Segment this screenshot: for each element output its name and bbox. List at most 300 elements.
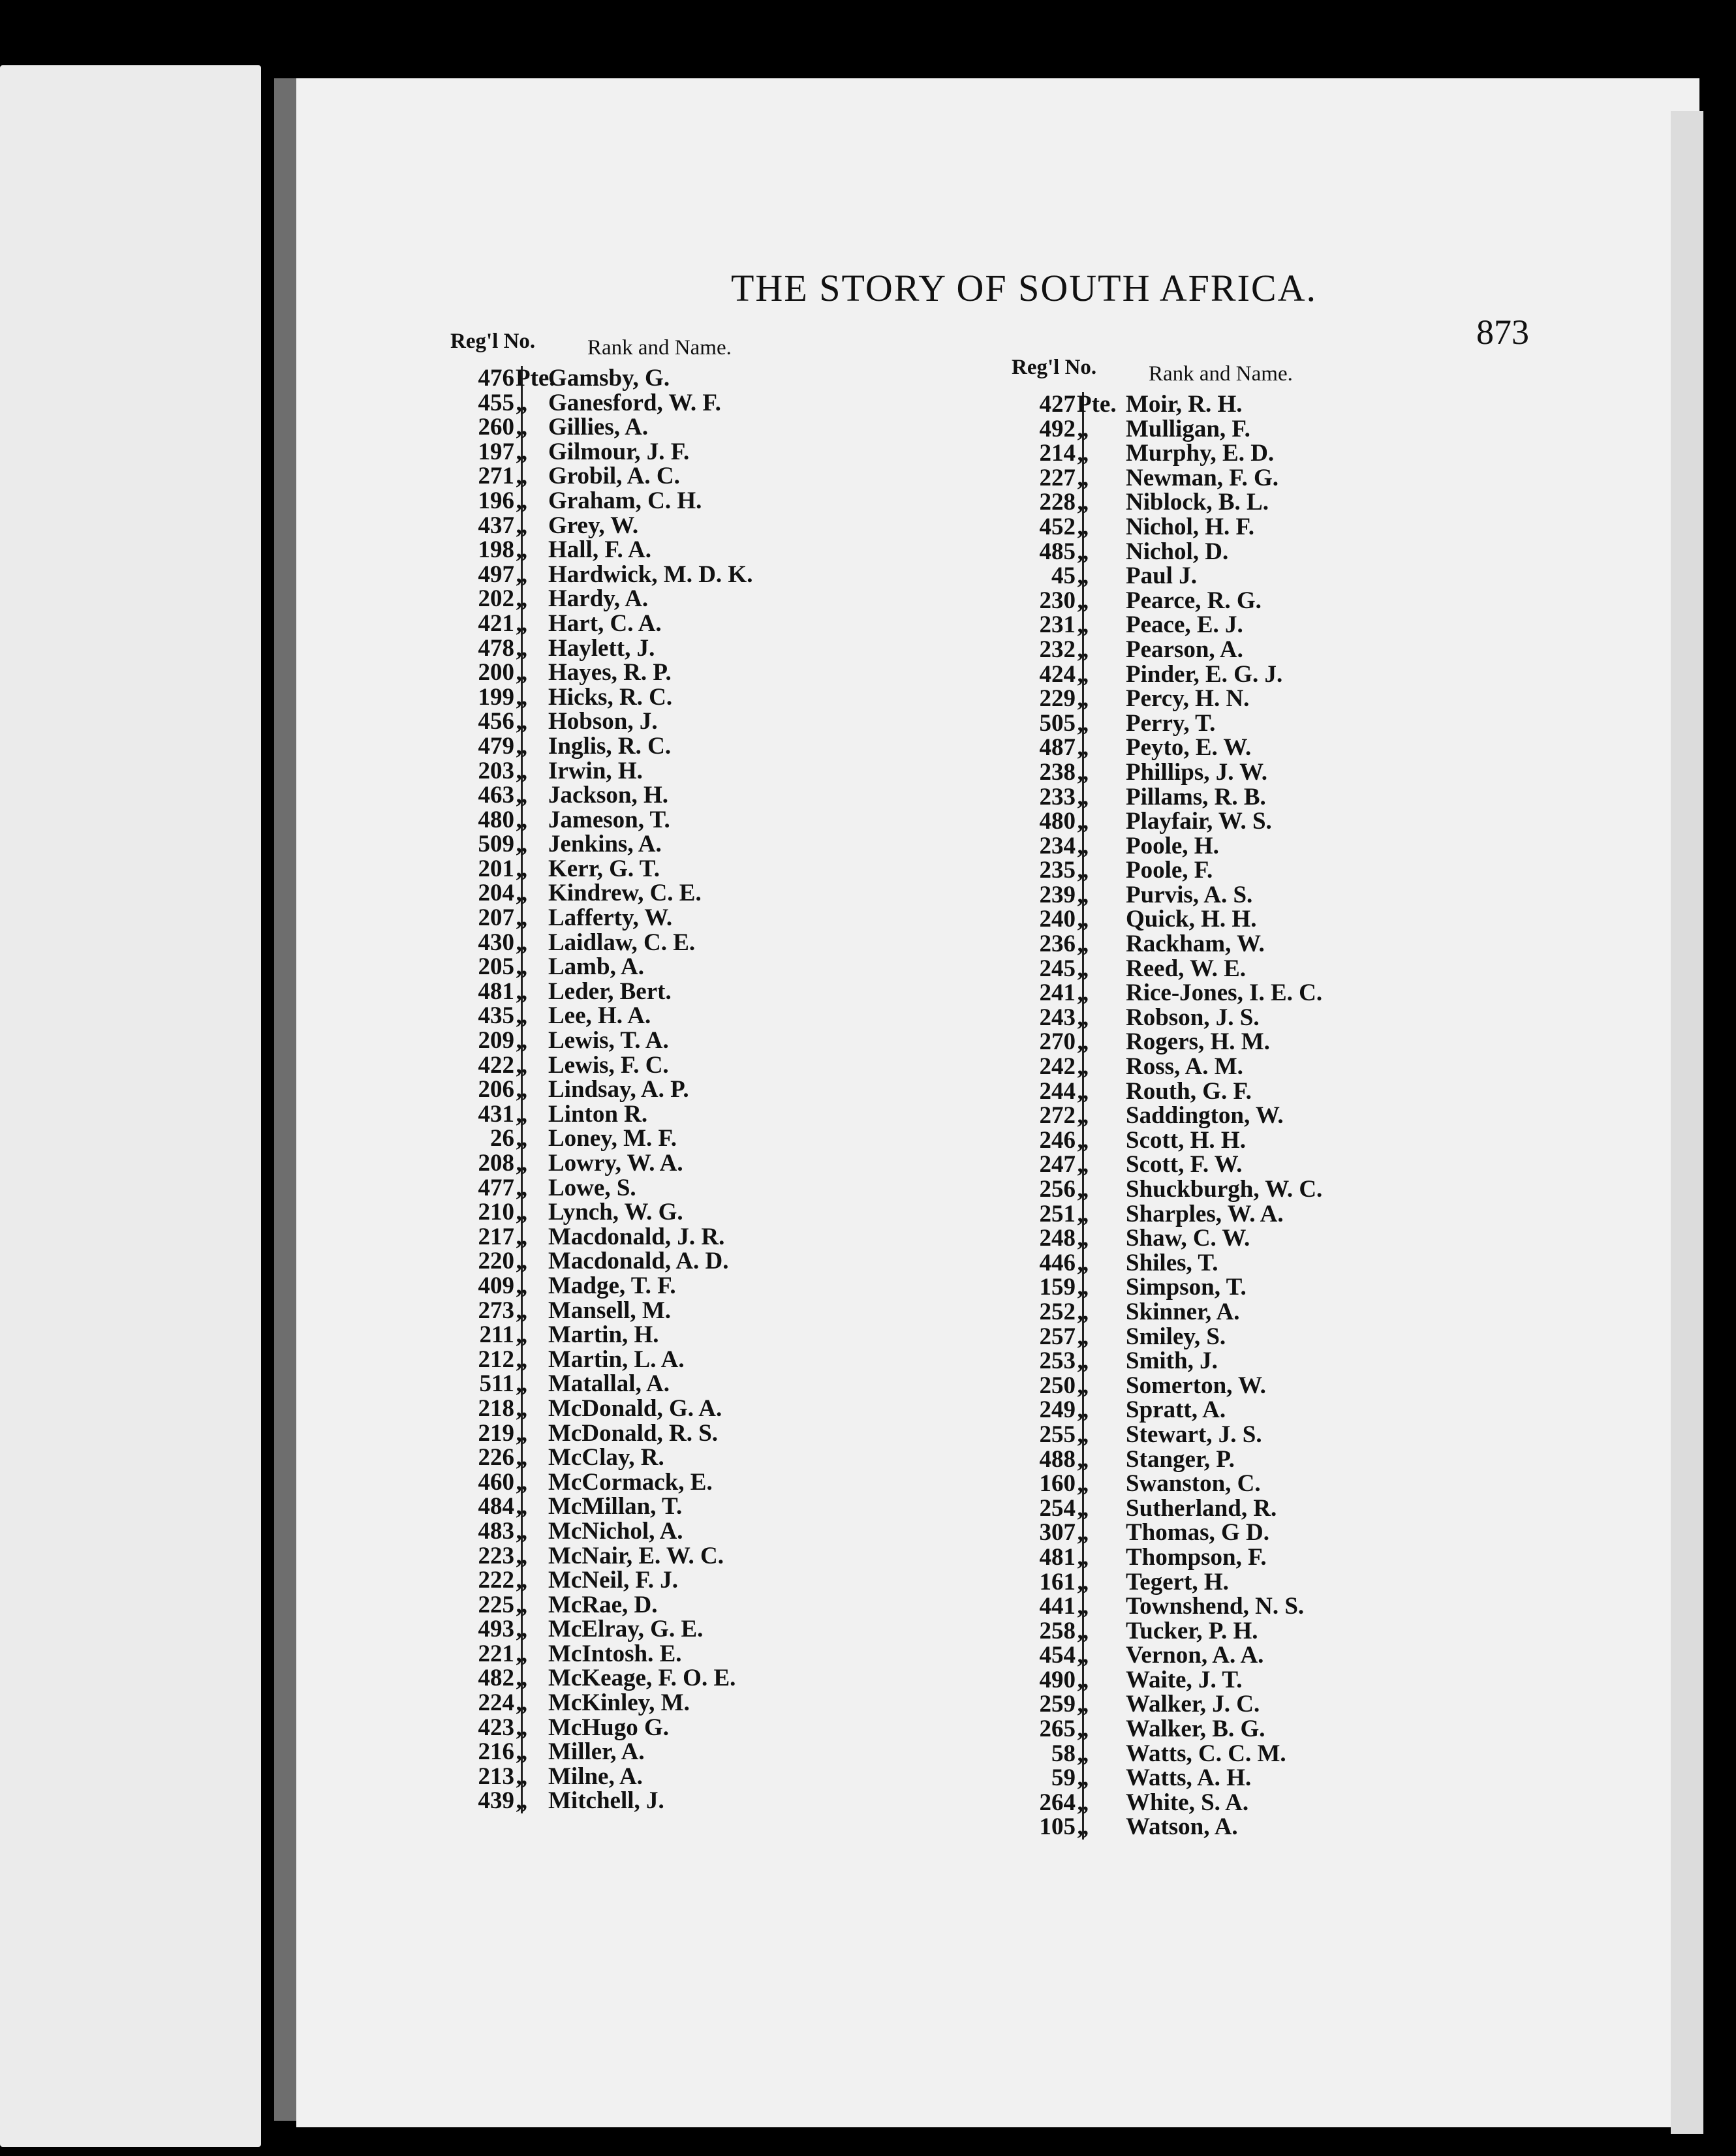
rank: „ <box>516 536 528 564</box>
rank: „ <box>516 1419 528 1447</box>
rank: „ <box>516 1616 528 1643</box>
regimental-number: 201 <box>478 855 514 882</box>
rank: „ <box>516 831 528 858</box>
regimental-number: 197 <box>478 438 514 465</box>
rank: „ <box>516 1542 528 1569</box>
soldier-name: Poole, F. <box>1126 857 1213 884</box>
soldier-name: Tucker, P. H. <box>1126 1617 1258 1644</box>
regimental-number: 232 <box>1039 636 1076 663</box>
rank: „ <box>516 438 528 465</box>
soldier-name: McNair, E. W. C. <box>548 1542 724 1569</box>
rank: „ <box>516 1100 528 1128</box>
rank: „ <box>1077 1225 1089 1252</box>
regimental-number: 230 <box>1039 587 1076 614</box>
soldier-name: Hicks, R. C. <box>548 683 673 711</box>
regimental-number: 460 <box>478 1468 514 1496</box>
soldier-name: Stanger, P. <box>1126 1445 1235 1473</box>
soldier-name: Shuckburgh, W. C. <box>1126 1176 1323 1203</box>
regimental-number: 497 <box>478 561 514 588</box>
soldier-name: McDonald, R. S. <box>548 1419 719 1447</box>
regimental-number: 463 <box>478 782 514 809</box>
regimental-number: 446 <box>1039 1249 1076 1276</box>
regimental-number: 421 <box>478 609 514 637</box>
rank: „ <box>1077 1200 1089 1227</box>
regimental-number: 273 <box>478 1297 514 1324</box>
soldier-name: Watts, C. C. M. <box>1126 1740 1286 1767</box>
rank: „ <box>516 659 528 686</box>
soldier-name: Simpson, T. <box>1126 1274 1247 1301</box>
header-regl-no: Reg'l No. <box>1012 356 1097 379</box>
soldier-name: Watts, A. H. <box>1126 1764 1252 1792</box>
page-number: 873 <box>1476 313 1529 352</box>
rank: „ <box>516 1394 528 1422</box>
regimental-number: 481 <box>1039 1543 1076 1571</box>
soldier-name: Lamb, A. <box>548 953 645 981</box>
rank: „ <box>1077 660 1089 688</box>
regimental-number: 422 <box>478 1051 514 1079</box>
page-edge <box>1671 111 1703 2134</box>
regimental-number: 247 <box>1039 1151 1076 1178</box>
rank: „ <box>1077 1249 1089 1276</box>
regimental-number: 238 <box>1039 758 1076 786</box>
rank: „ <box>516 1665 528 1692</box>
regimental-number: 207 <box>478 904 514 932</box>
regimental-number: 264 <box>1039 1789 1076 1816</box>
rank: „ <box>516 1125 528 1152</box>
regimental-number: 235 <box>1039 857 1076 884</box>
rank: „ <box>516 757 528 784</box>
soldier-name: Graham, C. H. <box>548 487 702 514</box>
regimental-number: 257 <box>1039 1323 1076 1350</box>
regimental-number: 480 <box>1039 808 1076 835</box>
regimental-number: 437 <box>478 512 514 539</box>
soldier-name: Reed, W. E. <box>1126 955 1247 982</box>
soldier-name: Kerr, G. T. <box>548 855 660 882</box>
regimental-number: 211 <box>479 1321 514 1349</box>
rank: „ <box>1077 1077 1089 1105</box>
regimental-number: 161 <box>1039 1568 1076 1595</box>
regimental-number: 483 <box>478 1517 514 1545</box>
rank: „ <box>516 953 528 981</box>
soldier-name: Grey, W. <box>548 512 639 539</box>
rank: „ <box>1077 1421 1089 1448</box>
rank: „ <box>1077 1372 1089 1399</box>
regimental-number: 427 <box>1039 391 1076 418</box>
regimental-number: 272 <box>1039 1102 1076 1130</box>
regimental-number: 441 <box>1039 1593 1076 1620</box>
soldier-name: Mansell, M. <box>548 1297 672 1324</box>
rank: „ <box>1077 734 1089 762</box>
rank: „ <box>1077 1028 1089 1056</box>
soldier-name: Moir, R. H. <box>1126 391 1243 418</box>
soldier-name: Jameson, T. <box>548 806 670 833</box>
regimental-number: 234 <box>1039 832 1076 859</box>
soldier-name: Mulligan, F. <box>1126 415 1250 442</box>
rank: „ <box>516 732 528 760</box>
rank: „ <box>516 880 528 907</box>
soldier-name: McNeil, F. J. <box>548 1567 679 1594</box>
regimental-number: 487 <box>1039 734 1076 762</box>
soldier-name: Peyto, E. W. <box>1126 734 1252 762</box>
rank: „ <box>1077 1813 1089 1841</box>
rank: „ <box>1077 1470 1089 1498</box>
regimental-number: 409 <box>478 1272 514 1299</box>
rank: „ <box>516 1689 528 1717</box>
soldier-name: Hall, F. A. <box>548 536 651 564</box>
regimental-number: 246 <box>1039 1126 1076 1154</box>
rank: „ <box>516 683 528 711</box>
rank: „ <box>516 389 528 416</box>
rank: „ <box>516 1444 528 1471</box>
soldier-name: Sharples, W. A. <box>1126 1200 1284 1227</box>
soldier-name: Milne, A. <box>548 1763 643 1790</box>
regimental-number: 485 <box>1039 538 1076 565</box>
soldier-name: Grobil, A. C. <box>548 463 680 490</box>
running-head: THE STORY OF SOUTH AFRICA. <box>731 267 1317 309</box>
soldier-name: Shiles, T. <box>1126 1249 1218 1276</box>
regimental-number: 253 <box>1039 1348 1076 1375</box>
rank: „ <box>516 978 528 1005</box>
rank: „ <box>516 1567 528 1594</box>
soldier-name: Vernon, A. A. <box>1126 1642 1264 1669</box>
regimental-number: 492 <box>1039 415 1076 442</box>
regimental-number: 505 <box>1039 709 1076 737</box>
regimental-number: 223 <box>478 1542 514 1569</box>
regimental-number: 202 <box>478 585 514 613</box>
regimental-number: 478 <box>478 634 514 662</box>
soldier-name: Linton R. <box>548 1100 648 1128</box>
regimental-number: 243 <box>1039 1004 1076 1031</box>
rank: „ <box>516 708 528 735</box>
regimental-number: 454 <box>1039 1642 1076 1669</box>
soldier-name: Thomas, G D. <box>1126 1519 1269 1547</box>
soldier-name: Pinder, E. G. J. <box>1126 660 1283 688</box>
regimental-number: 481 <box>478 978 514 1005</box>
rank: „ <box>1077 1053 1089 1081</box>
soldier-name: Martin, H. <box>548 1321 659 1349</box>
rank: „ <box>1077 955 1089 982</box>
regimental-number: 452 <box>1039 513 1076 540</box>
rank: „ <box>516 561 528 588</box>
rank: „ <box>1077 1151 1089 1178</box>
rank: „ <box>516 1174 528 1201</box>
header-regl-no: Reg'l No. <box>450 330 536 353</box>
soldier-name: Ross, A. M. <box>1126 1053 1243 1081</box>
rank: „ <box>1077 783 1089 810</box>
soldier-name: Tegert, H. <box>1126 1568 1229 1595</box>
soldier-name: Nichol, H. F. <box>1126 513 1255 540</box>
regimental-number: 198 <box>478 536 514 564</box>
rank: „ <box>1077 832 1089 859</box>
regimental-number: 435 <box>478 1002 514 1030</box>
soldier-name: White, S. A. <box>1126 1789 1249 1816</box>
soldier-name: Percy, H. N. <box>1126 685 1250 713</box>
regimental-number: 210 <box>478 1199 514 1226</box>
soldier-name: Pillams, R. B. <box>1126 783 1266 810</box>
regimental-number: 250 <box>1039 1372 1076 1399</box>
regimental-number: 431 <box>478 1100 514 1128</box>
rank: „ <box>1077 1396 1089 1424</box>
soldier-name: Gilmour, J. F. <box>548 438 690 465</box>
soldier-name: Rackham, W. <box>1126 931 1265 958</box>
soldier-name: McClay, R. <box>548 1444 664 1471</box>
book-spine <box>274 78 298 2121</box>
rank: „ <box>516 1272 528 1299</box>
soldier-name: Lindsay, A. P. <box>548 1076 689 1103</box>
soldier-name: Hardwick, M. D. K. <box>548 561 753 588</box>
rank: „ <box>516 1346 528 1373</box>
regimental-number: 206 <box>478 1076 514 1103</box>
soldier-name: Spratt, A. <box>1126 1396 1226 1424</box>
soldier-name: Lowry, W. A. <box>548 1150 683 1177</box>
rank: „ <box>516 855 528 882</box>
soldier-name: Leder, Bert. <box>548 978 672 1005</box>
soldier-name: Lewis, T. A. <box>548 1027 669 1055</box>
soldier-name: McRae, D. <box>548 1591 658 1618</box>
soldier-name: Murphy, E. D. <box>1126 440 1275 467</box>
rank: „ <box>1077 1176 1089 1203</box>
soldier-name: Macdonald, J. R. <box>548 1223 725 1250</box>
rank: „ <box>1077 906 1089 933</box>
soldier-name: Hart, C. A. <box>548 609 662 637</box>
rank: „ <box>1077 1348 1089 1375</box>
soldier-name: Mitchell, J. <box>548 1787 664 1815</box>
rank: „ <box>516 1027 528 1055</box>
rank: „ <box>1077 636 1089 663</box>
soldier-name: Smith, J. <box>1126 1348 1218 1375</box>
rank: „ <box>516 904 528 932</box>
regimental-number: 490 <box>1039 1666 1076 1693</box>
rank: „ <box>516 1493 528 1520</box>
regimental-number: 488 <box>1039 1445 1076 1473</box>
regimental-number: 105 <box>1039 1813 1076 1841</box>
rank: „ <box>1077 1691 1089 1718</box>
regimental-number: 204 <box>478 880 514 907</box>
soldier-name: McIntosh. E. <box>548 1640 682 1667</box>
soldier-name: Irwin, H. <box>548 757 643 784</box>
rank: „ <box>1077 881 1089 908</box>
regimental-number: 479 <box>478 732 514 760</box>
regimental-number: 208 <box>478 1150 514 1177</box>
rank: „ <box>1077 931 1089 958</box>
regimental-number: 224 <box>478 1689 514 1717</box>
soldier-name: Macdonald, A. D. <box>548 1248 729 1275</box>
rank: „ <box>516 1297 528 1324</box>
soldier-name: Martin, L. A. <box>548 1346 685 1373</box>
regimental-number: 271 <box>478 463 514 490</box>
soldier-name: Quick, H. H. <box>1126 906 1257 933</box>
soldier-name: McKinley, M. <box>548 1689 690 1717</box>
rank: „ <box>1077 685 1089 713</box>
regimental-number: 244 <box>1039 1077 1076 1105</box>
regimental-number: 430 <box>478 929 514 956</box>
soldier-name: Gamsby, G. <box>548 365 670 392</box>
soldier-name: Peace, E. J. <box>1126 611 1243 639</box>
header-rank-name: Rank and Name. <box>1149 362 1293 386</box>
soldier-name: McHugo G. <box>548 1714 669 1741</box>
rank: „ <box>1077 808 1089 835</box>
rank: „ <box>516 1640 528 1667</box>
regimental-number: 270 <box>1039 1028 1076 1056</box>
header-rank-name: Rank and Name. <box>587 336 732 360</box>
soldier-name: Lewis, F. C. <box>548 1051 669 1079</box>
soldier-name: Kindrew, C. E. <box>548 880 702 907</box>
regimental-number: 233 <box>1039 783 1076 810</box>
regimental-number: 205 <box>478 953 514 981</box>
rank: „ <box>1077 1298 1089 1325</box>
rank: „ <box>516 414 528 441</box>
soldier-name: Rice-Jones, I. E. C. <box>1126 979 1323 1007</box>
rank: „ <box>516 609 528 637</box>
regimental-number: 218 <box>478 1394 514 1422</box>
regimental-number: 236 <box>1039 931 1076 958</box>
rank: „ <box>1077 464 1089 491</box>
soldier-name: Routh, G. F. <box>1126 1077 1252 1105</box>
soldier-name: Hobson, J. <box>548 708 658 735</box>
regimental-number: 219 <box>478 1419 514 1447</box>
rank: „ <box>1077 489 1089 516</box>
regimental-number: 203 <box>478 757 514 784</box>
soldier-name: Hardy, A. <box>548 585 649 613</box>
regimental-number: 255 <box>1039 1421 1076 1448</box>
rank: „ <box>516 806 528 833</box>
rank: „ <box>516 1076 528 1103</box>
rank: „ <box>1077 1764 1089 1792</box>
rank: „ <box>1077 1004 1089 1031</box>
rank: „ <box>516 1002 528 1030</box>
regimental-number: 482 <box>478 1665 514 1692</box>
soldier-name: Smiley, S. <box>1126 1323 1226 1350</box>
regimental-number: 259 <box>1039 1691 1076 1718</box>
regimental-number: 213 <box>478 1763 514 1790</box>
soldier-name: Loney, M. F. <box>548 1125 677 1152</box>
rank: „ <box>1077 1789 1089 1816</box>
rank: „ <box>1077 538 1089 565</box>
rank: „ <box>1077 857 1089 884</box>
soldier-name: Poole, H. <box>1126 832 1219 859</box>
regimental-number: 265 <box>1039 1716 1076 1743</box>
rank: „ <box>1077 1642 1089 1669</box>
regimental-number: 493 <box>478 1616 514 1643</box>
regimental-number: 477 <box>478 1174 514 1201</box>
regimental-number: 229 <box>1039 685 1076 713</box>
rank: „ <box>516 1223 528 1250</box>
soldier-name: Walker, B. G. <box>1126 1716 1265 1743</box>
rank: „ <box>1077 1740 1089 1767</box>
rank: „ <box>1077 440 1089 467</box>
rank: „ <box>1077 1568 1089 1595</box>
rank: „ <box>516 585 528 613</box>
regimental-number: 424 <box>1039 660 1076 688</box>
rank: „ <box>516 1370 528 1398</box>
soldier-name: Scott, F. W. <box>1126 1151 1243 1178</box>
regimental-number: 455 <box>478 389 514 416</box>
rank: „ <box>1077 1323 1089 1350</box>
rank: „ <box>516 512 528 539</box>
soldier-name: McCormack, E. <box>548 1468 713 1496</box>
soldier-name: Sutherland, R. <box>1126 1494 1277 1522</box>
soldier-name: Pearson, A. <box>1126 636 1243 663</box>
regimental-number: 214 <box>1039 440 1076 467</box>
soldier-name: Matallal, A. <box>548 1370 670 1398</box>
regimental-number: 216 <box>478 1738 514 1766</box>
soldier-name: Lafferty, W. <box>548 904 673 932</box>
soldier-name: McDonald, G. A. <box>548 1394 722 1422</box>
rank: „ <box>516 634 528 662</box>
regimental-number: 217 <box>478 1223 514 1250</box>
soldier-name: Inglis, R. C. <box>548 732 672 760</box>
rank: „ <box>1077 513 1089 540</box>
rank: Pte. <box>516 365 555 392</box>
rank: „ <box>516 1199 528 1226</box>
soldier-name: Miller, A. <box>548 1738 645 1766</box>
rank: „ <box>1077 1666 1089 1693</box>
soldier-name: Shaw, C. W. <box>1126 1225 1250 1252</box>
rank: „ <box>516 1248 528 1275</box>
regimental-number: 159 <box>1039 1274 1076 1301</box>
soldier-name: Newman, F. G. <box>1126 464 1279 491</box>
rank: „ <box>516 1150 528 1177</box>
regimental-number: 59 <box>1051 1764 1076 1792</box>
soldier-name: Saddington, W. <box>1126 1102 1284 1130</box>
soldier-name: Waite, J. T. <box>1126 1666 1243 1693</box>
soldier-name: Jackson, H. <box>548 782 669 809</box>
soldier-name: McKeage, F. O. E. <box>548 1665 736 1692</box>
regimental-number: 258 <box>1039 1617 1076 1644</box>
facing-page <box>0 65 261 2147</box>
rank: „ <box>516 1517 528 1545</box>
soldier-name: McNichol, A. <box>548 1517 683 1545</box>
rank: „ <box>1077 1494 1089 1522</box>
soldier-name: Lynch, W. G. <box>548 1199 683 1226</box>
rank: „ <box>1077 611 1089 639</box>
rank: „ <box>1077 562 1089 590</box>
rank: „ <box>1077 1716 1089 1743</box>
regimental-number: 252 <box>1039 1298 1076 1325</box>
regimental-number: 231 <box>1039 611 1076 639</box>
regimental-number: 199 <box>478 683 514 711</box>
soldier-name: Pearce, R. G. <box>1126 587 1262 614</box>
soldier-name: Purvis, A. S. <box>1126 881 1253 908</box>
rank: „ <box>1077 1445 1089 1473</box>
regimental-number: 221 <box>478 1640 514 1667</box>
rank: „ <box>516 1591 528 1618</box>
rank: „ <box>1077 1274 1089 1301</box>
rank: Pte. <box>1077 391 1117 418</box>
regimental-number: 212 <box>478 1346 514 1373</box>
soldier-name: Phillips, J. W. <box>1126 758 1267 786</box>
rank: „ <box>1077 979 1089 1007</box>
regimental-number: 260 <box>478 414 514 441</box>
soldier-name: Townshend, N. S. <box>1126 1593 1305 1620</box>
soldier-name: Ganesford, W. F. <box>548 389 721 416</box>
rank: „ <box>1077 758 1089 786</box>
regimental-number: 456 <box>478 708 514 735</box>
regimental-number: 439 <box>478 1787 514 1815</box>
regimental-number: 254 <box>1039 1494 1076 1522</box>
regimental-number: 58 <box>1051 1740 1076 1767</box>
rank: „ <box>516 782 528 809</box>
rank: „ <box>516 1468 528 1496</box>
soldier-name: Paul J. <box>1126 562 1197 590</box>
regimental-number: 511 <box>479 1370 514 1398</box>
rank: „ <box>1077 1593 1089 1620</box>
regimental-number: 160 <box>1039 1470 1076 1498</box>
soldier-name: Swanston, C. <box>1126 1470 1261 1498</box>
soldier-name: Scott, H. H. <box>1126 1126 1246 1154</box>
rank: „ <box>1077 1543 1089 1571</box>
rank: „ <box>1077 709 1089 737</box>
